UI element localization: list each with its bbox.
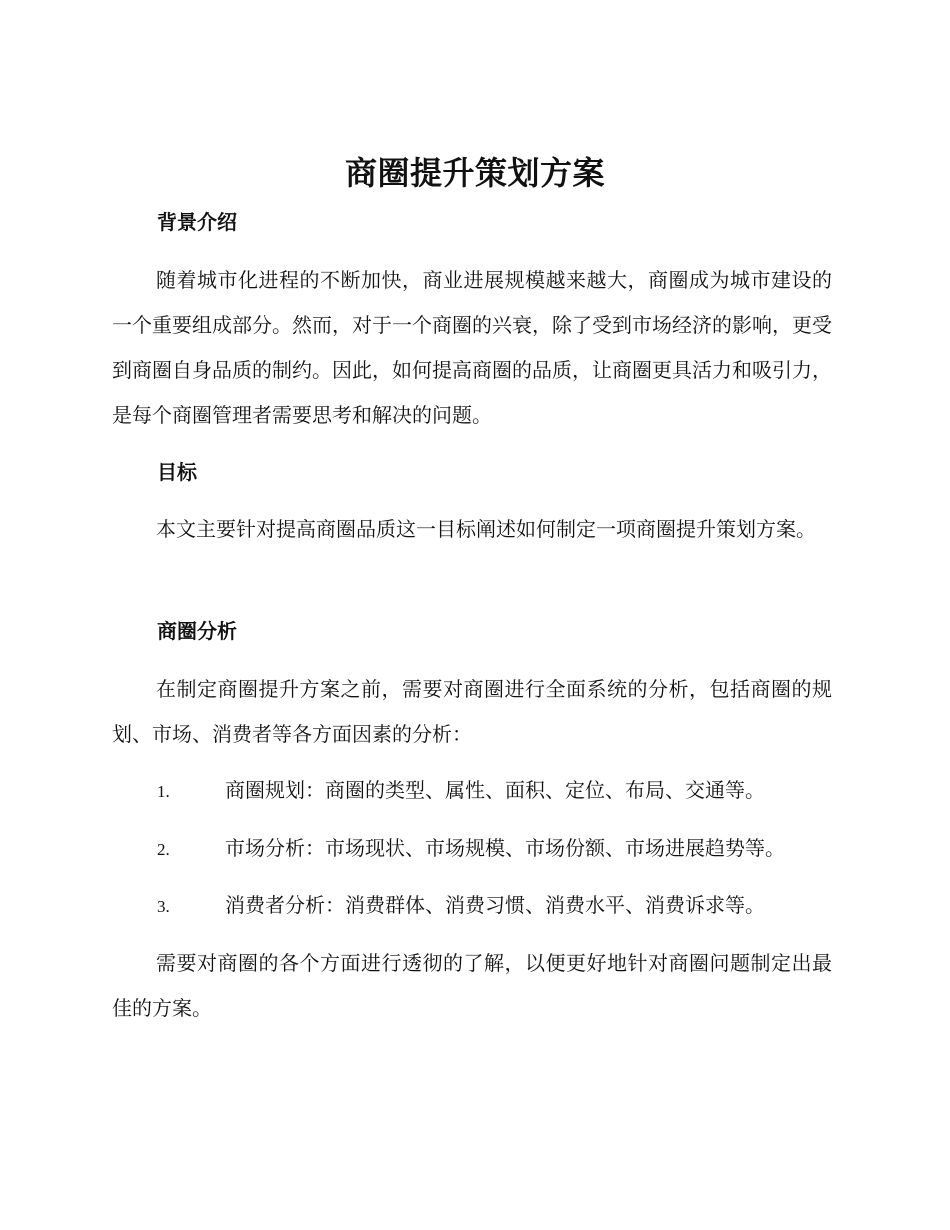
section-heading-analysis: 商圈分析	[157, 619, 237, 643]
list-item	[157, 890, 837, 922]
list-item-text: 消费者分析：消费群体、消费习惯、消费水平、消费诉求等。	[225, 893, 765, 917]
section-heading-background: 背景介绍	[157, 210, 237, 234]
list-item-text: 商圈规划：商圈的类型、属性、面积、定位、布局、交通等。	[225, 778, 765, 802]
section-heading-goal: 目标	[157, 460, 197, 484]
section-paragraph-analysis: 在制定商圈提升方案之前，需要对商圈进行全面系统的分析，包括商圈的规划、市场、消费者等各方面因素的分析：	[112, 677, 832, 746]
document-title: 商圈提升策划方案	[344, 154, 605, 192]
list-item	[157, 775, 837, 807]
list-item-text: 市场分析：市场现状、市场规模、市场份额、市场进展趋势等。	[225, 836, 785, 860]
section-closing-paragraph: 需要对商圈的各个方面进行透彻的了解，以便更好地针对商圈问题制定出最佳的方案。	[112, 951, 832, 1020]
list-item	[157, 833, 837, 865]
section-paragraph-background: 随着城市化进程的不断加快，商业进展规模越来越大，商圈成为城市建设的一个重要组成部分。然而，对于一个商圈的兴衰，除了受到市场经济的影响，更受到商圈自身品质的制约。因此，如何提高商圈的品质，让商圈更具活力和吸引力，是每个商圈管理者需要思考和解决的问题。	[112, 268, 832, 427]
list-item-number: 3.	[157, 897, 170, 916]
section-paragraph-goal: 本文主要针对提高商圈品质这一目标阐述如何制定一项商圈提升策划方案。	[156, 517, 816, 541]
list-item-number: 2.	[157, 840, 170, 859]
list-item-number: 1.	[157, 782, 170, 801]
